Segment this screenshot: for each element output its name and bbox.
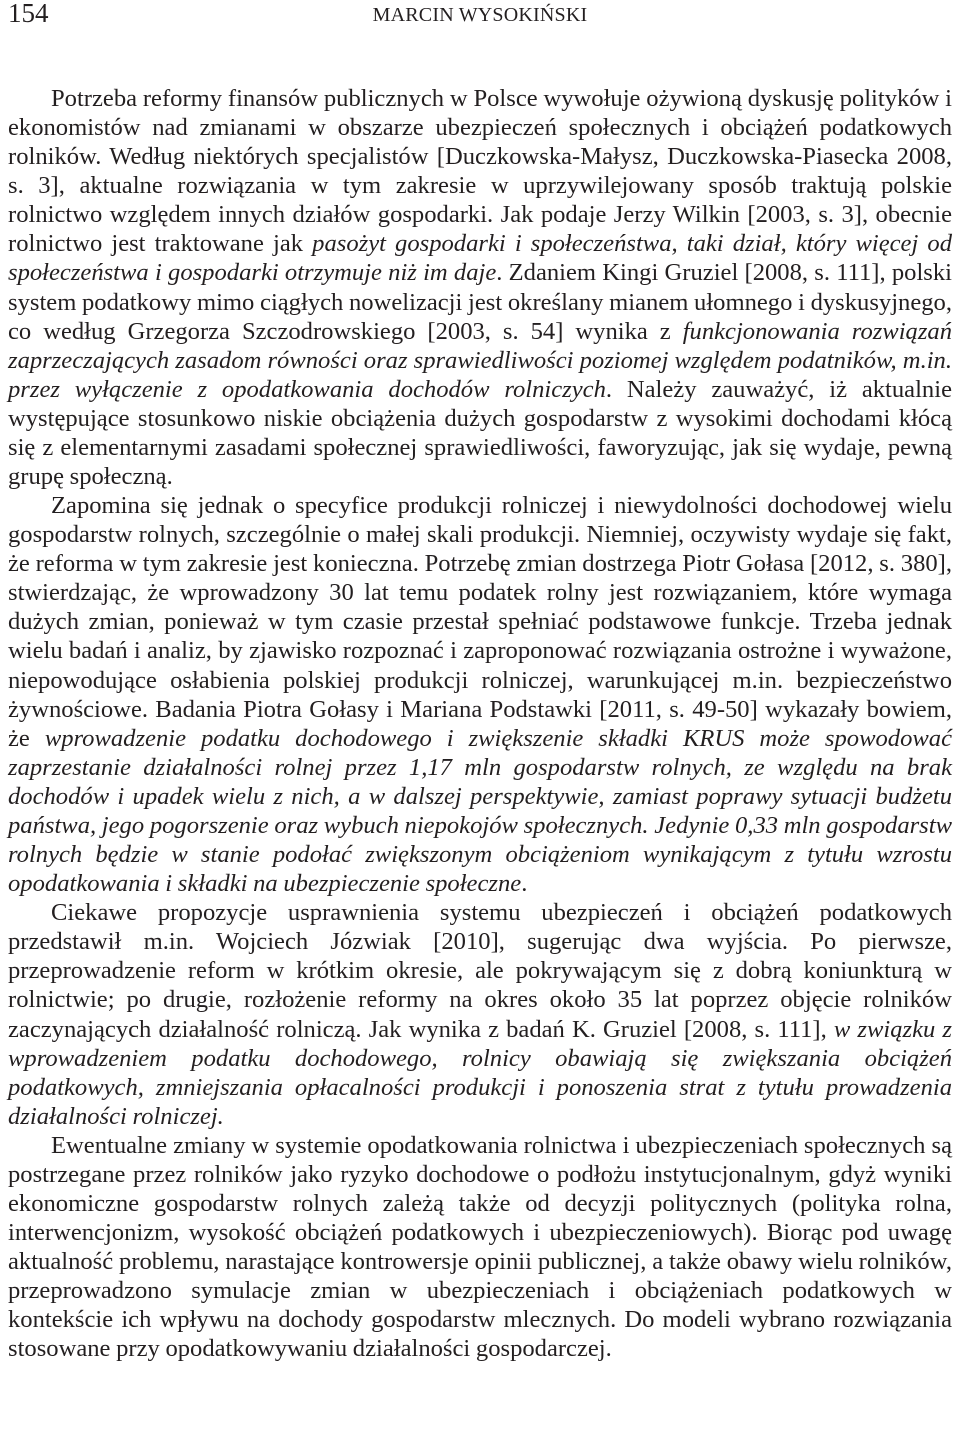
text-segment: Ciekawe propozycje usprawnienia systemu ubezpieczeń i obciążeń podatkowych przedstawił m.in. Wojciech Józwiak [2010], sugerując dwa wyjścia. Po pierwsze, przeprowadzenie reform w krótkim okresie, ale pokrywającym się z dobrą koniunkturą w rolnictwie; po drugie, rozłożenie reformy na okres około 35 lat poprzez objęcie rolników zaczynających działalność rolniczą. Jak wynika z badań K. Gruziel [2008, s. 111], xyxy=(8,899,952,1043)
text-segment: Potrzeba reformy finansów publicznych w Polsce wywołuje ożywioną dyskusję polityków i ekonomistów nad zmianami w obszarze ubezpieczeń społecznych i obciążeń podatkowych rolników. Według niektórych specjalistów [Duczkowska-Małysz, Duczkowska-Piasecka 2008, s. 3], aktualne rozwiązania w tym zakresie w uprzywilejowany sposób traktują polskie rolnictwo względem innych działów gospodarki. Jak podaje Jerzy Wilkin [2003, s. 3], obecnie rolnictwo jest traktowane jak xyxy=(8,85,952,258)
paragraph xyxy=(8,84,952,491)
paragraph xyxy=(8,491,952,898)
text-segment: . Należy zauważyć, iż aktualnie występujące stosunkowo niskie obciążenia dużych gospodarstw z wysokimi dochodami kłócą się z elementarnymi zasadami społecznej sprawiedliwości, faworyzując, jak się wydaje, pewną grupę społeczną. xyxy=(8,375,952,491)
body-text xyxy=(8,84,952,1363)
italic-quote: pasożyt gospodarki i społeczeństwa, taki dział, który więcej od społeczeństwa i gospodarki otrzymuje niż im daje xyxy=(8,230,952,287)
italic-quote: w związku z wprowadzeniem podatku dochodowego, rolnicy obawiają się zwiększania obciążeń podatkowych, zmniejszania opłacalności produkcji i ponoszenia strat z tytułu prowadzenia działalności rolniczej. xyxy=(8,1015,952,1130)
paragraph xyxy=(8,1131,952,1364)
italic-quote: funkcjonowania rozwiązań zaprzeczających zasadom równości oraz sprawiedliwości poziomej względem podatników, m.in. przez wyłączenie z opodatkowania dochodów rolniczych xyxy=(8,317,953,403)
text-segment: Zapomina się jednak o specyfice produkcji rolniczej i niewydolności dochodowej wielu gospodarstw rolnych, szczególnie o małej skali produkcji. Niemniej, oczywisty wydaje się fakt, że reforma w tym zakresie jest konieczna. Potrzebę zmian dostrzega Piotr Gołasa [2012, s. 380], stwierdzając, że wprowadzony 30 lat temu podatek rolny jest rozwiązaniem, które wymaga dużych zmian, ponieważ w tym czasie przestał spełniać podstawowe funkcje. Trzeba jednak wielu badań i analiz, by zjawisko rozpoznać i zaproponować rozwiązania ostrożne i wyważone, niepowodujące osłabienia polskiej produkcji rolniczej, warunkującej m.in. bezpieczeństwo żywnościowe. Badania Piotra Gołasy i Mariana Podstawki [2011, s. 49-50] wykazały bowiem, że xyxy=(8,492,952,752)
italic-quote: wprowadzenie podatku dochodowego i zwiększenie składki KRUS może spowodować zaprzestanie działalności rolnej przez 1,17 mln gospodarstw rolnych, ze względu na brak dochodów i upadek wielu z nich, a w dalszej perspektywie, zamiast poprawy sytuacji budżetu państwa, jego pogorszenie oraz wybuch niepokojów społecznych. Jedynie 0,33 mln gospodarstw rolnych będzie w stanie podołać zwiększonym obciążeniom wynikającym z tytułu wzrostu opodatkowania i składki na ubezpieczenie społeczne xyxy=(8,724,952,898)
running-head: MARCIN WYSOKIŃSKI xyxy=(372,4,588,26)
paragraph xyxy=(8,898,952,1131)
text-segment: . xyxy=(521,870,528,898)
page-number: 154 xyxy=(8,0,49,28)
text-segment: Ewentualne zmiany w systemie opodatkowania rolnictwa i ubezpieczeniach społecznych są postrzegane przez rolników jako ryzyko dochodowe o podłożu instytucjonalnym, gdyż wyniki ekonomiczne gospodarstw rolnych zależą także od decyzji politycznych (polityka rolna, interwencjonizm, wysokość obciążeń podatkowych i ubezpieczeniowych). Biorąc pod uwagę aktualność problemu, narastające kontrowersje opinii publicznej, a także obawy wielu rolników, przeprowadzono symulacje zmian w ubezpieczeniach i obciążeniach podatkowych w kontekście ich wpływu na dochody gospodarstw mlecznych. Do modeli wybrano rozwiązania stosowane przy opodatkowywaniu działalności gospodarczej. xyxy=(8,1131,952,1363)
page-header xyxy=(0,0,960,40)
text-segment: . Zdaniem Kingi Gruziel [2008, s. 111], polski system podatkowy mimo ciągłych nowelizacji jest określany mianem ułomnego i dyskusyjnego, co według Grzegorza Szczodrowskiego [2003, s. 54] wynika z xyxy=(8,259,953,345)
